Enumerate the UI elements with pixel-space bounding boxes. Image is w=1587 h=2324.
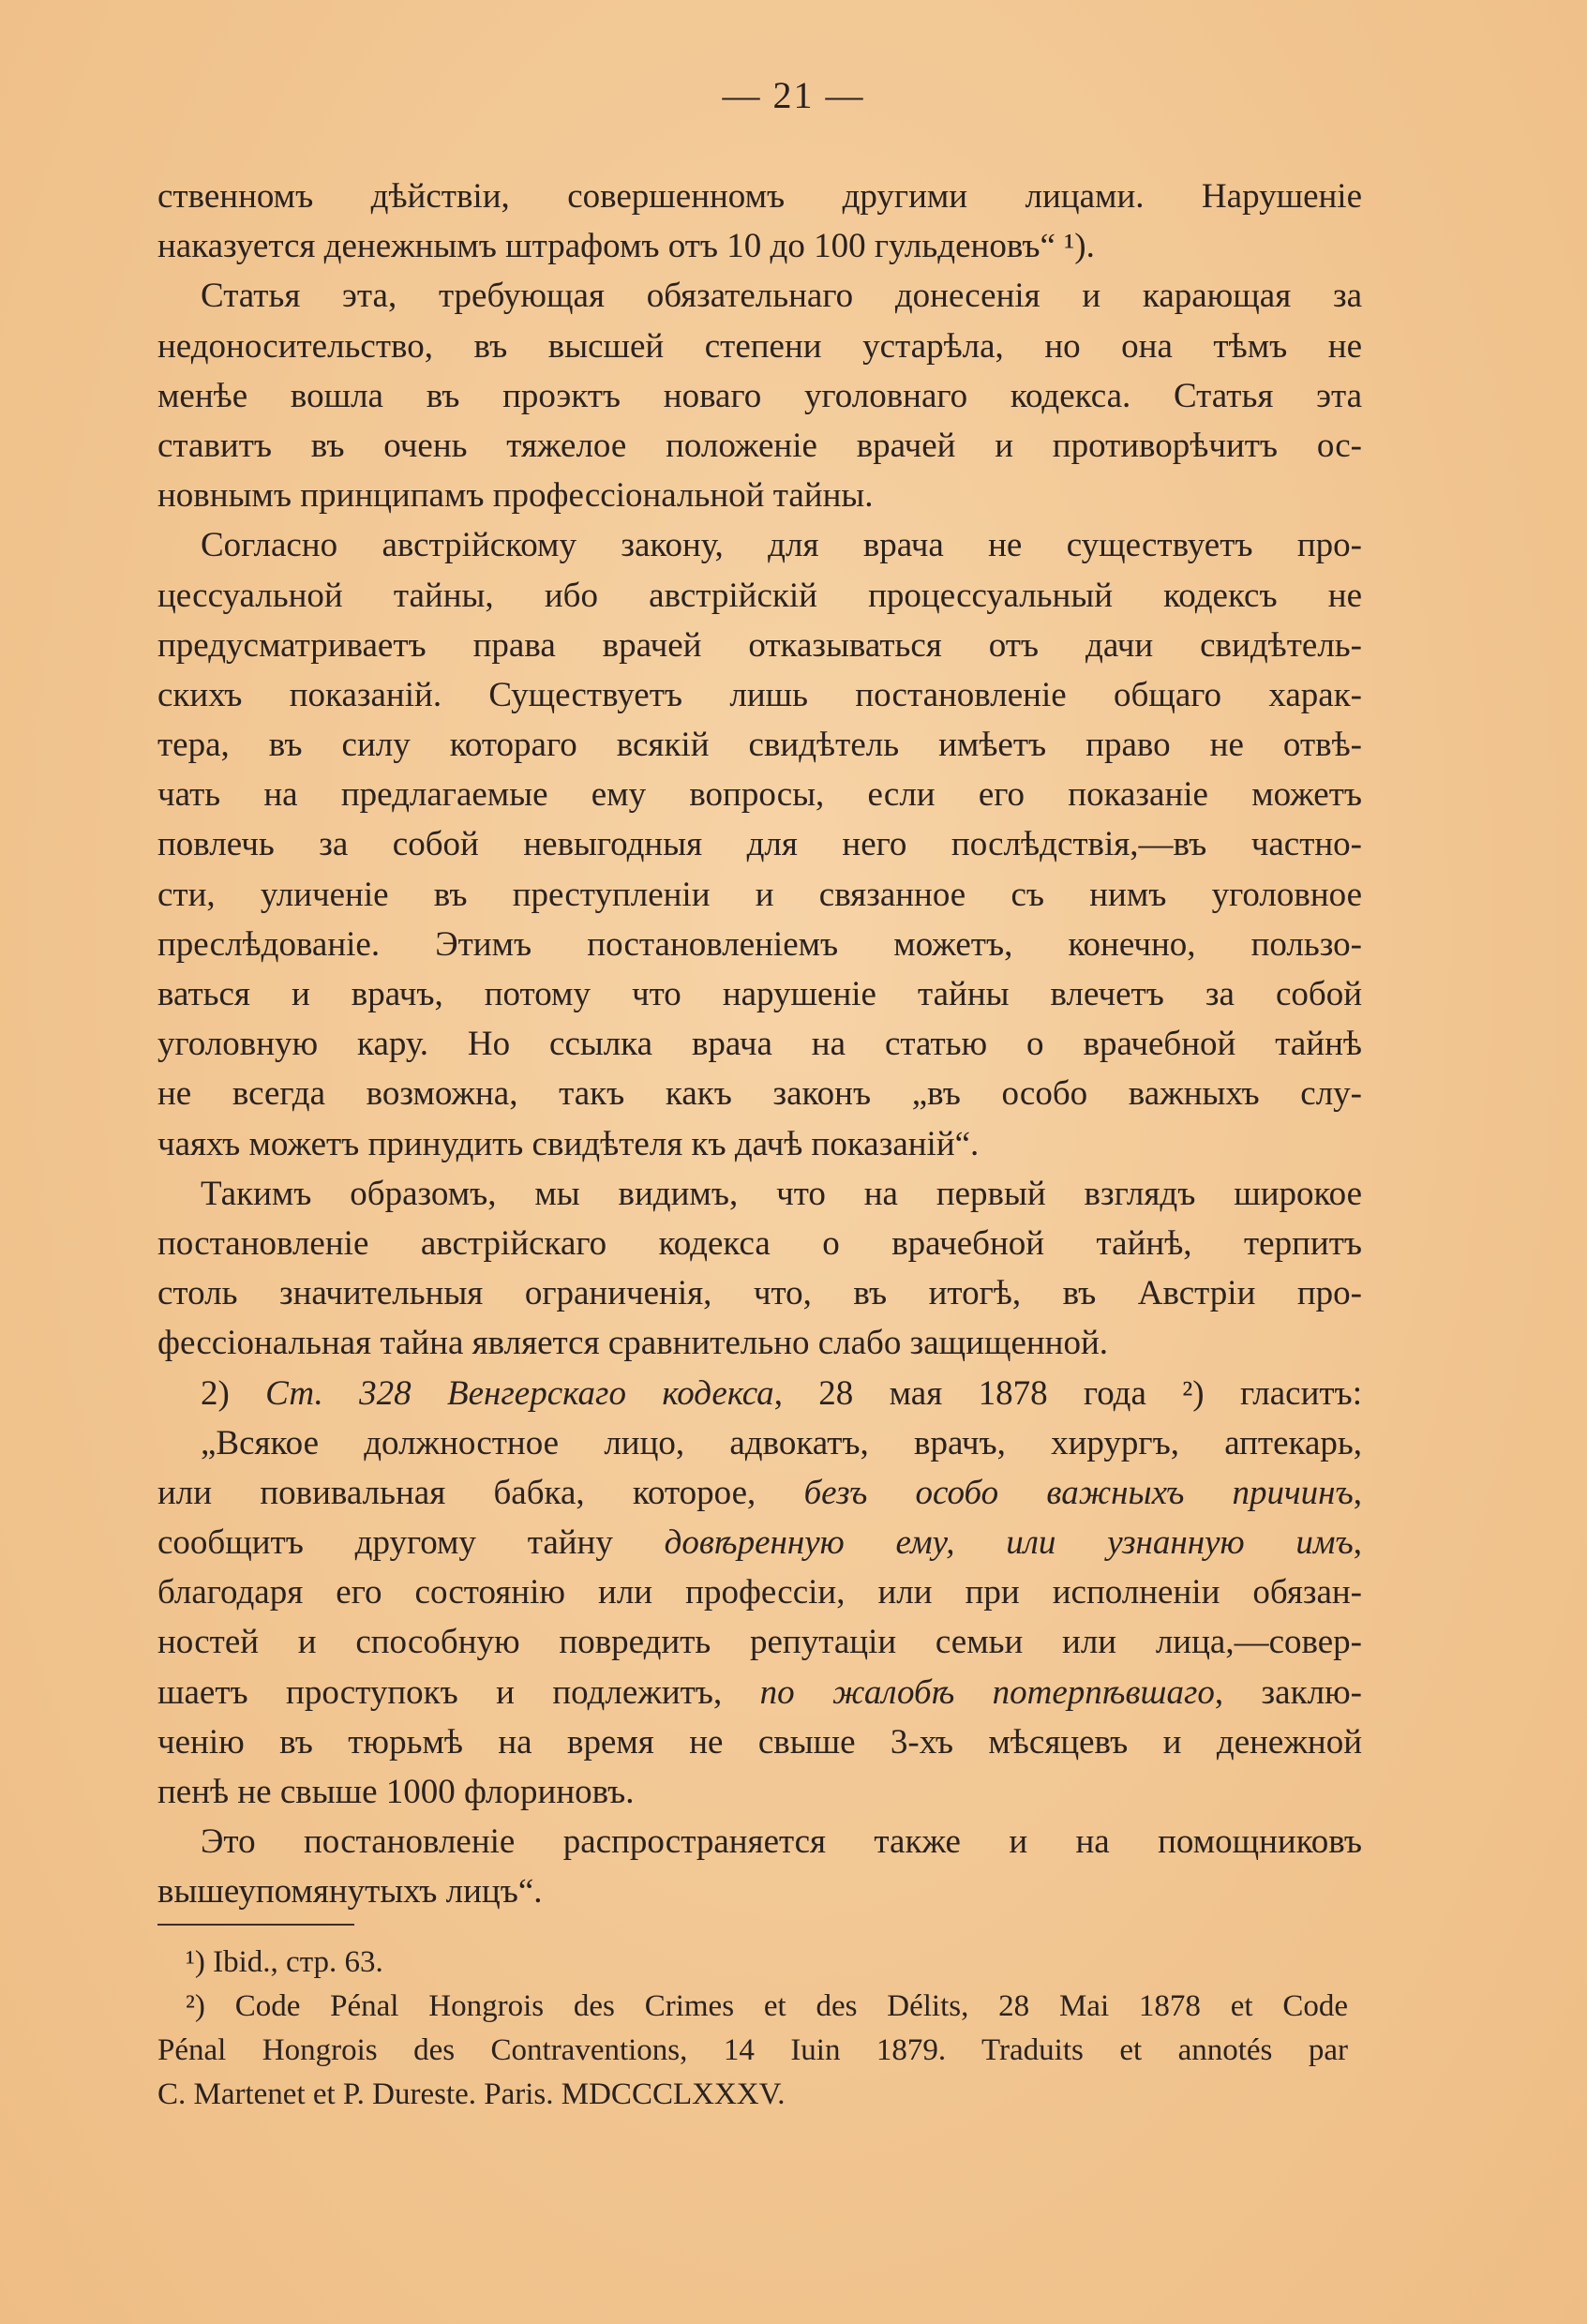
text-line: пенѣ не свыше 1000 флориновъ. — [157, 1773, 635, 1811]
text-line-statute — [157, 1369, 1362, 1418]
footnote-line: C. Martenet et P. Dureste. Paris. MDCCCLXXXV. — [157, 2077, 786, 2111]
text-line: вышеупомянутыхъ лицъ“. — [157, 1872, 543, 1912]
text-span: сообщитъ другому тайну — [157, 1523, 665, 1563]
text-line: постановленіе австрійскаго кодекса о врачебной тайнѣ, терпитъ — [157, 1223, 1362, 1263]
text-line: чать на предлагаемые ему вопросы, если его показаніе можетъ — [157, 775, 1362, 815]
italic-text: по жалобѣ потерпѣвшаго — [759, 1672, 1215, 1712]
text-line: столь значительныя ограниченія, что, въ итогѣ, въ Австріи про- — [157, 1274, 1362, 1313]
text-line: предусматриваетъ права врачей отказываться отъ дачи свидѣтель- — [157, 625, 1362, 665]
text-line: Статья эта, требующая обязательнаго донесенія и карающая за — [201, 277, 1362, 316]
footnote-line: ¹) Ibid., стр. 63. — [186, 1945, 383, 1979]
text-span: , — [1353, 1473, 1362, 1512]
text-line: ственномъ дѣйствіи, совершенномъ другими лицами. Нарушеніе — [157, 177, 1362, 216]
text-span: , 28 мая 1878 года ²) гласитъ: — [773, 1373, 1362, 1413]
text-line: благодаря его состоянію или профессіи, или при исполненіи обязан- — [157, 1573, 1362, 1612]
text-line: скихъ показаній. Существуетъ лишь постановленіе общаго харак- — [157, 675, 1362, 714]
text-line: повлечь за собой невыгодныя для него послѣдствія,—въ частно- — [157, 825, 1362, 864]
text-line: тера, въ силу котораго всякій свидѣтель имѣетъ право не отвѣ- — [157, 726, 1362, 765]
text-line: недоносительство, въ высшей степени устарѣла, но она тѣмъ не — [157, 326, 1362, 366]
text-line: новнымъ принципамъ профессіональной тайны. — [157, 476, 874, 516]
text-line: фессіональная тайна является сравнительно слабо защищенной. — [157, 1324, 1109, 1363]
text-span: 2) — [201, 1373, 266, 1413]
italic-text: довѣренную ему, или узнанную имъ — [664, 1523, 1354, 1563]
text-span: шаетъ проступокъ и подлежитъ, — [157, 1672, 760, 1712]
text-line: Такимъ образомъ, мы видимъ, что на первый взглядъ широкое — [201, 1174, 1362, 1213]
text-line: ставитъ въ очень тяжелое положеніе врачей и противорѣчитъ ос- — [157, 426, 1362, 465]
text-line: не всегда возможна, такъ какъ законъ „въ особо важныхъ слу- — [157, 1074, 1362, 1114]
italic-text: Ст. 328 Венгерскаго кодекса — [265, 1373, 774, 1413]
text-line: ченію въ тюрьмѣ на время не свыше 3-хъ мѣсяцевъ и денежной — [157, 1722, 1362, 1762]
text-line: Это постановленіе распространяется также и на помощниковъ — [201, 1822, 1362, 1862]
footnote-divider — [157, 1924, 354, 1926]
text-line: „Всякое должностное лицо, адвокатъ, врачъ, хирургъ, аптекарь, — [201, 1423, 1362, 1462]
italic-text: безъ особо важныхъ причинъ — [803, 1473, 1354, 1512]
text-line: уголовную кару. Но ссылка врача на статью о врачебной тайнѣ — [157, 1025, 1362, 1064]
page-number: — 21 — — [722, 74, 865, 116]
text-line: менѣе вошла въ проэктъ новаго уголовнаго кодекса. Статья эта — [157, 376, 1362, 415]
text-line: наказуется денежнымъ штрафомъ отъ 10 до 100 гульденовъ“ ¹). — [157, 227, 1095, 266]
text-line: ностей и способную повредить репутаціи семьи или лица,—совер- — [157, 1623, 1362, 1662]
footnote-line: ²) Code Pénal Hongrois des Crimes et des Délits, 28 Mai 1878 et Code — [186, 1989, 1348, 2023]
text-line: преслѣдованіе. Этимъ постановленіемъ можетъ, конечно, пользо- — [157, 924, 1362, 964]
text-line: сти, уличеніе въ преступленіи и связанное съ нимъ уголовное — [157, 875, 1362, 914]
text-line — [157, 1518, 1362, 1567]
footnotes — [157, 1941, 1348, 2117]
text-line: Согласно австрійскому закону, для врача не существуетъ про- — [201, 526, 1362, 565]
text-line: ваться и врачъ, потому что нарушеніе тайны влечетъ за собой — [157, 975, 1362, 1013]
body-text — [157, 172, 1362, 1917]
text-span: или повивальная бабка, которое, — [157, 1473, 804, 1512]
text-line: чаяхъ можетъ принудить свидѣтеля къ дачѣ показаній“. — [157, 1124, 980, 1163]
text-span: , — [1353, 1523, 1362, 1563]
text-line: цессуальной тайны, ибо австрійскій процессуальный кодексъ не — [157, 576, 1362, 615]
text-span: , заклю- — [1214, 1672, 1362, 1712]
footnote-line: Pénal Hongrois des Contraventions, 14 Iuin 1879. Traduits et annotés par — [157, 2033, 1348, 2067]
text-line — [157, 1668, 1362, 1717]
text-line — [157, 1468, 1362, 1518]
